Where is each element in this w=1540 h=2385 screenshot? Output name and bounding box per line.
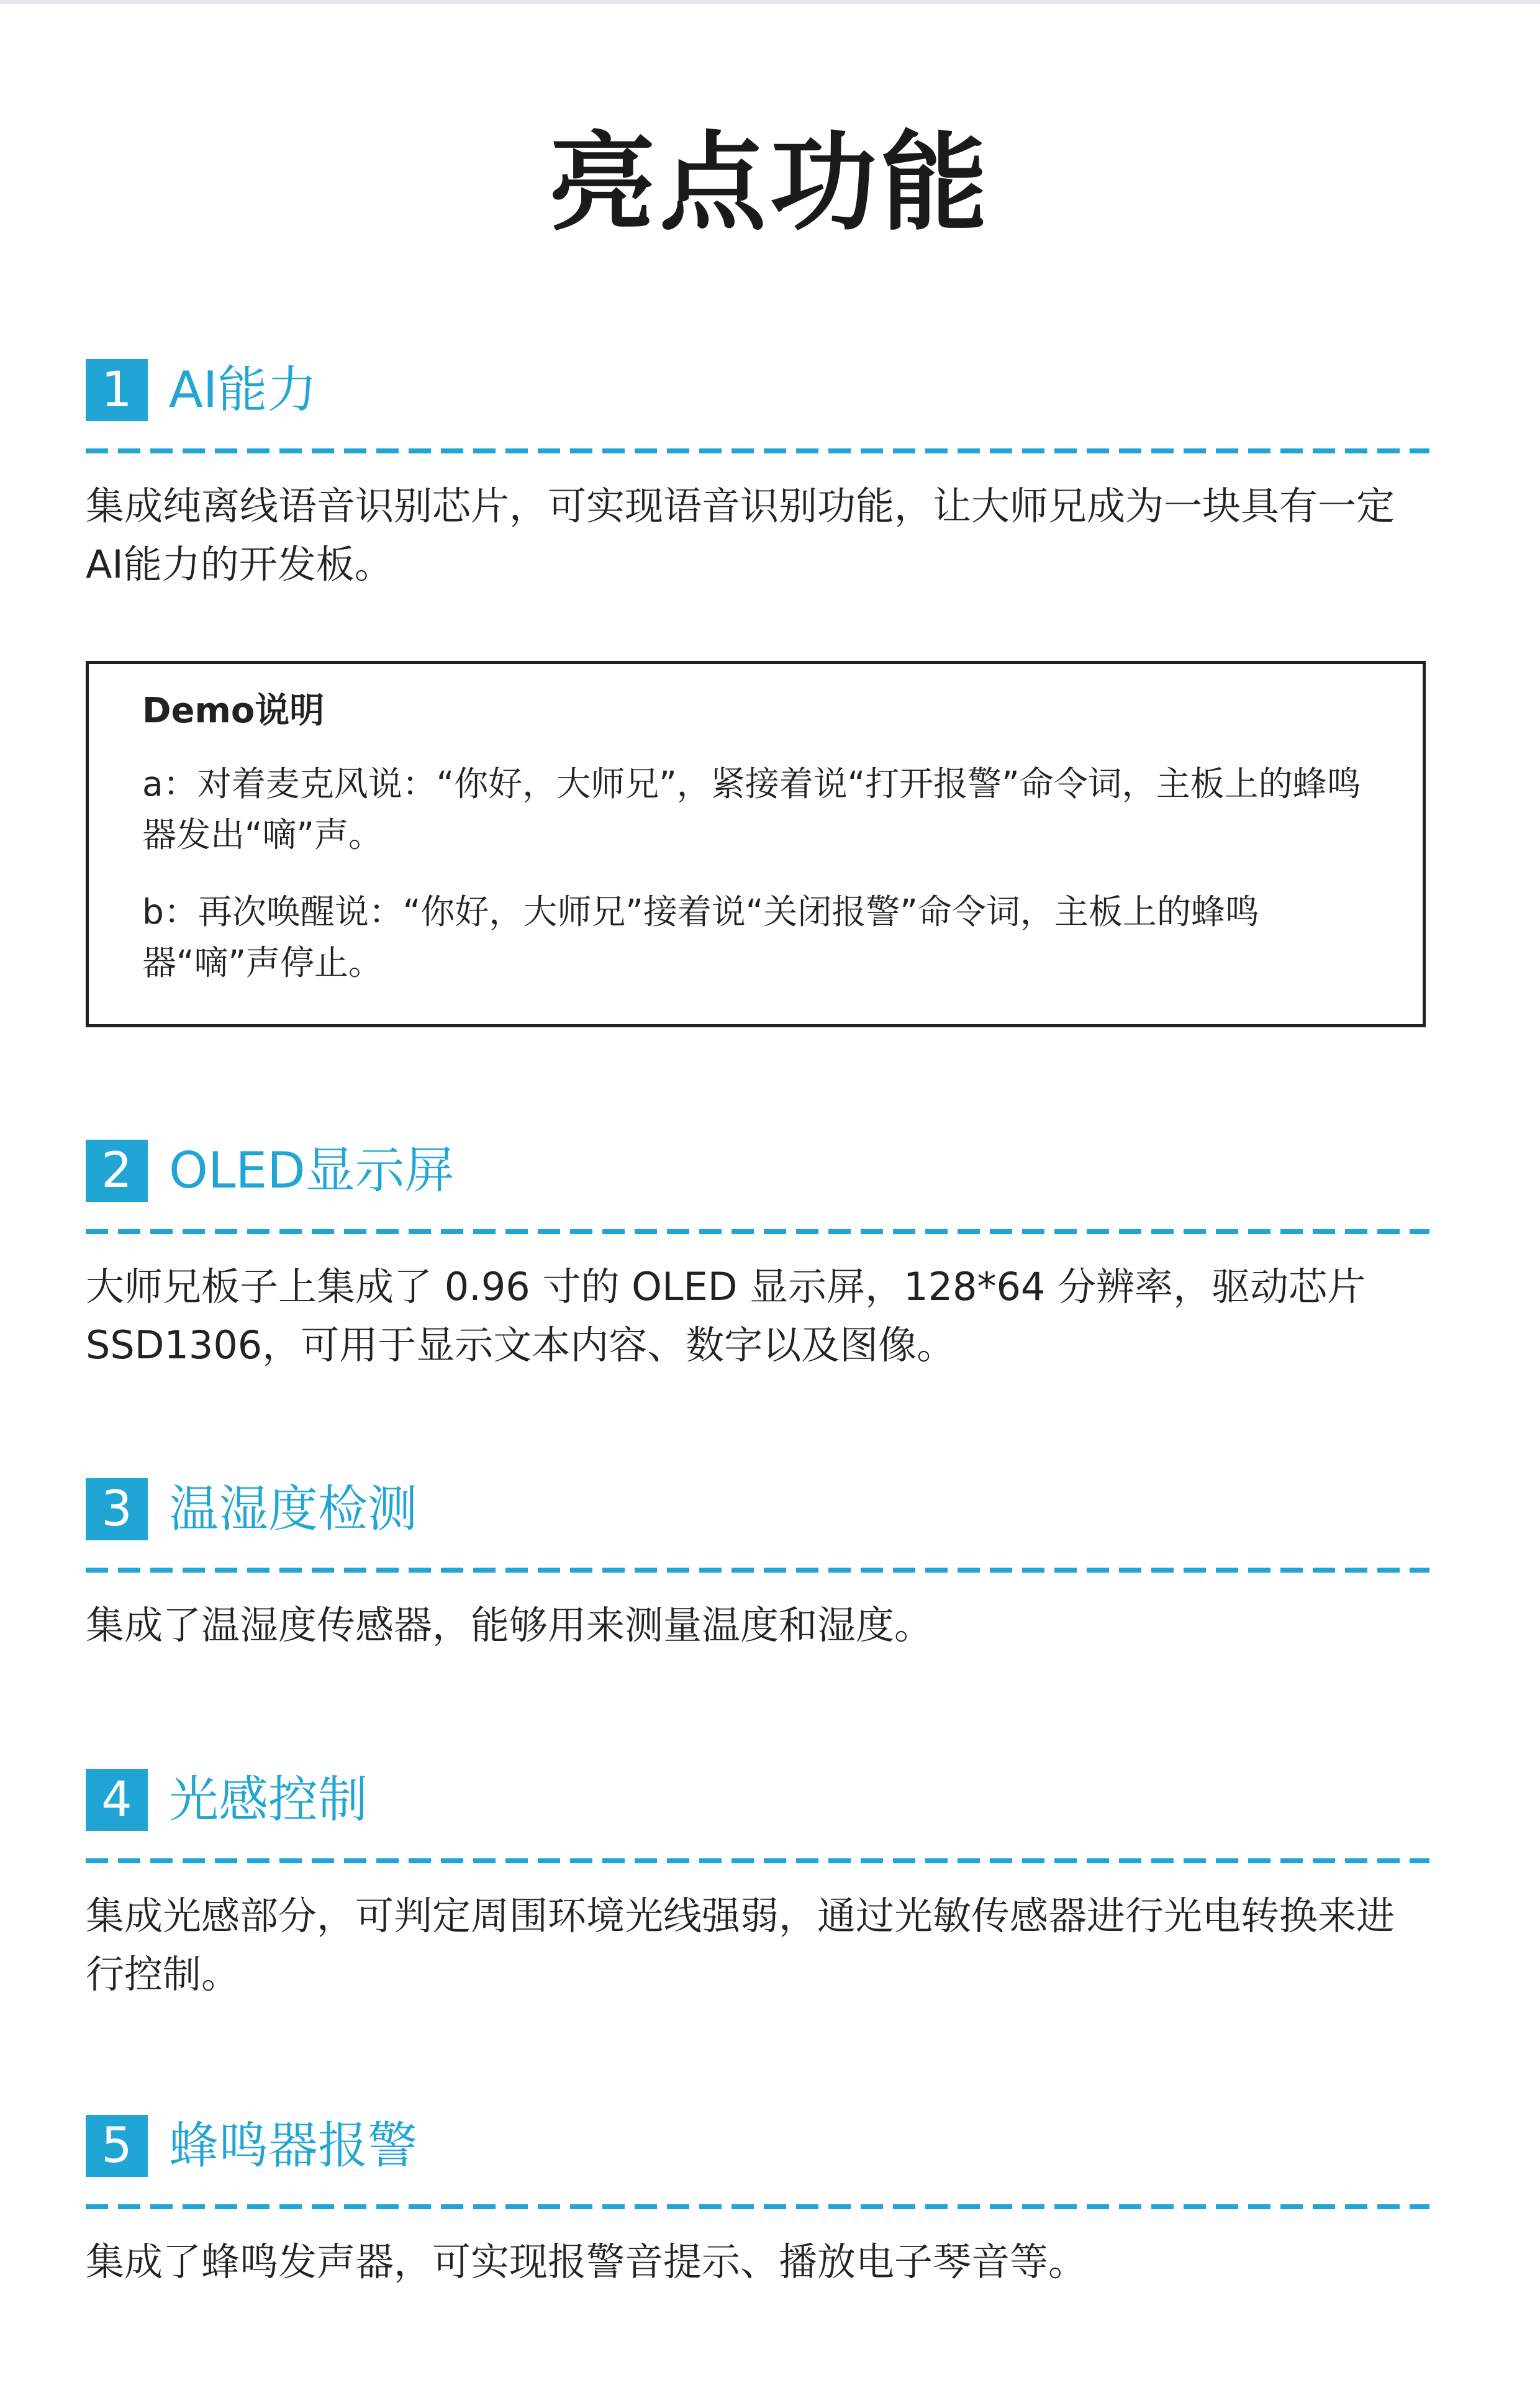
dashed-divider [86, 448, 1429, 453]
section-number-badge: 3 [86, 1478, 148, 1540]
section-title: 蜂鸣器报警 [169, 2117, 417, 2174]
section-title: AI能力 [169, 361, 317, 419]
dashed-divider [86, 1858, 1429, 1863]
section-body: 集成光感部分，可判定周围环境光线强弱，通过光敏传感器进行光电转换来进行控制。 [86, 1893, 1395, 1997]
dashed-divider [86, 1568, 1429, 1573]
section-body: 大师兄板子上集成了 0.96 寸的 OLED 显示屏，128*64 分辨率，驱动芯片 SSD1306，可用于显示文本内容、数字以及图像。 [86, 1264, 1366, 1368]
section-oled [86, 1140, 1429, 1368]
demo-item-a: a：对着麦克风说：“你好，大师兄”，紧接着说“打开报警”命令词，主板上的蜂鸣器发出“嘀”声。 [142, 764, 1361, 855]
demo-title: Demo说明 [142, 691, 325, 731]
section-header [86, 359, 1429, 426]
section-header [86, 1140, 1429, 1207]
section-number-badge: 4 [86, 1769, 148, 1831]
section-header [86, 1478, 1429, 1545]
section-light-sensing [86, 1769, 1429, 1997]
demo-box [86, 661, 1426, 1027]
section-buzzer-alarm [86, 2115, 1429, 2284]
section-number-badge: 5 [86, 2115, 148, 2177]
section-title: 光感控制 [169, 1771, 368, 1828]
section-title: OLED显示屏 [169, 1142, 455, 1199]
page-title: 亮点功能 [549, 120, 991, 245]
demo-item-b: b：再次唤醒说：“你好，大师兄”接着说“关闭报警”命令词，主板上的蜂鸣器“嘀”声停止。 [142, 892, 1259, 983]
section-temp-humidity [86, 1478, 1429, 1648]
section-body: 集成了蜂鸣发声器，可实现报警音提示、播放电子琴音等。 [86, 2239, 1087, 2284]
section-header [86, 2115, 1429, 2182]
top-divider [0, 0, 1540, 4]
dashed-divider [86, 2204, 1429, 2209]
section-body: 集成了温湿度传感器，能够用来测量温度和湿度。 [86, 1602, 933, 1648]
section-body: 集成纯离线语音识别芯片，可实现语音识别功能，让大师兄成为一块具有一定AI能力的开发板。 [86, 483, 1395, 587]
section-ai [86, 359, 1429, 587]
section-header [86, 1769, 1429, 1836]
dashed-divider [86, 1229, 1429, 1234]
section-number-badge: 1 [86, 359, 148, 421]
section-title: 温湿度检测 [169, 1480, 417, 1538]
section-number-badge: 2 [86, 1140, 148, 1202]
